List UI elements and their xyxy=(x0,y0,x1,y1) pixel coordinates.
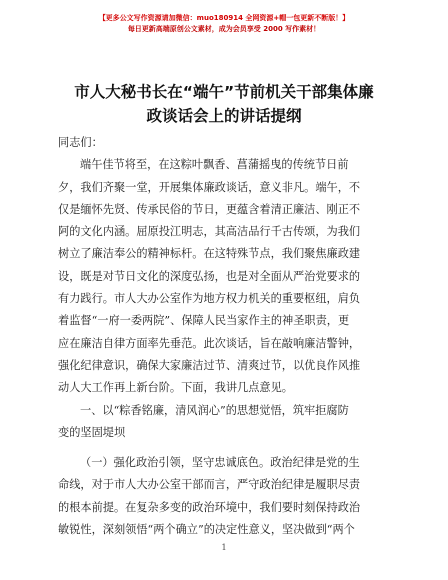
text-line: （一）强化政治引领，坚守忠诚底色。政治纪律是党的生 xyxy=(80,456,360,470)
promo-banner-line2: 每日更新高端原创公文素材，成为会员享受 2000 写作素材！ xyxy=(127,25,321,33)
text-line: 的根本前提。在复杂多变的政治环境中，我们要时刻保持政治 xyxy=(58,500,361,514)
text-line: 应在廉洁自律方面率先垂范。此次谈话，旨在敲响廉洁警钟， xyxy=(58,336,361,350)
heading-line: 一、以“粽香铭廉，清风润心”的思想觉悟，筑牢拒腐防 xyxy=(80,403,349,417)
text-line: 树立了廉洁奉公的精神标杆。在这特殊节点，我们聚焦廉政建 xyxy=(58,247,361,261)
text-line: 着监督“一府一委两院”、保障人民当家作主的神圣职责，更 xyxy=(58,314,350,328)
text-line: 阿的文化内涵。屈原投江明志，其高洁品行千古传颂，为我们 xyxy=(58,225,361,239)
text-line: 有力践行。市人大办公室作为地方权力机关的重要枢纽，肩负 xyxy=(58,292,361,306)
document-title xyxy=(60,80,388,128)
title-line: 政谈话会上的讲话提纲 xyxy=(146,107,302,125)
heading-line: 变的坚固堤坝 xyxy=(58,425,126,439)
text-line: 端午佳节将至，在这粽叶飘香、菖蒲摇曳的传统节日前 xyxy=(80,158,349,172)
promo-banner-line1: 【更多公文写作资源请加微信：muo180914 全网资源+帽一包更新不断版！】 xyxy=(98,14,350,22)
section-heading-1 xyxy=(58,400,390,445)
title-line: 市人大秘书长在“端午”节前机关干部集体廉 xyxy=(74,83,374,101)
paragraph-opening xyxy=(58,154,390,399)
text-line: 夕，我们齐聚一堂，开展集体廉政谈话，意义非凡。端午，不 xyxy=(58,180,361,194)
text-line: 动人大工作再上新台阶。下面，我讲几点意见。 xyxy=(58,381,293,395)
text-line: 敏锐性，深刻领悟“两个确立”的决定性意义，坚决做到“两个 xyxy=(58,523,355,537)
paragraph-political-guidance xyxy=(58,452,390,541)
text-line: 设，既是对节日文化的深度弘扬，也是对全面从严治党要求的 xyxy=(58,269,361,283)
text-line: 命线，对于市人大办公室干部而言，严守政治纪律是履职尽责 xyxy=(58,478,361,492)
page-number: 1 xyxy=(221,543,227,552)
salutation: 同志们： xyxy=(58,136,103,149)
text-line: 强化纪律意识，确保大家廉洁过节、清爽过节，以优良作风推 xyxy=(58,358,361,372)
document-body xyxy=(58,132,390,541)
text-line: 仅是缅怀先贤、传承民俗的节日，更蕴含着清正廉洁、刚正不 xyxy=(58,202,361,216)
